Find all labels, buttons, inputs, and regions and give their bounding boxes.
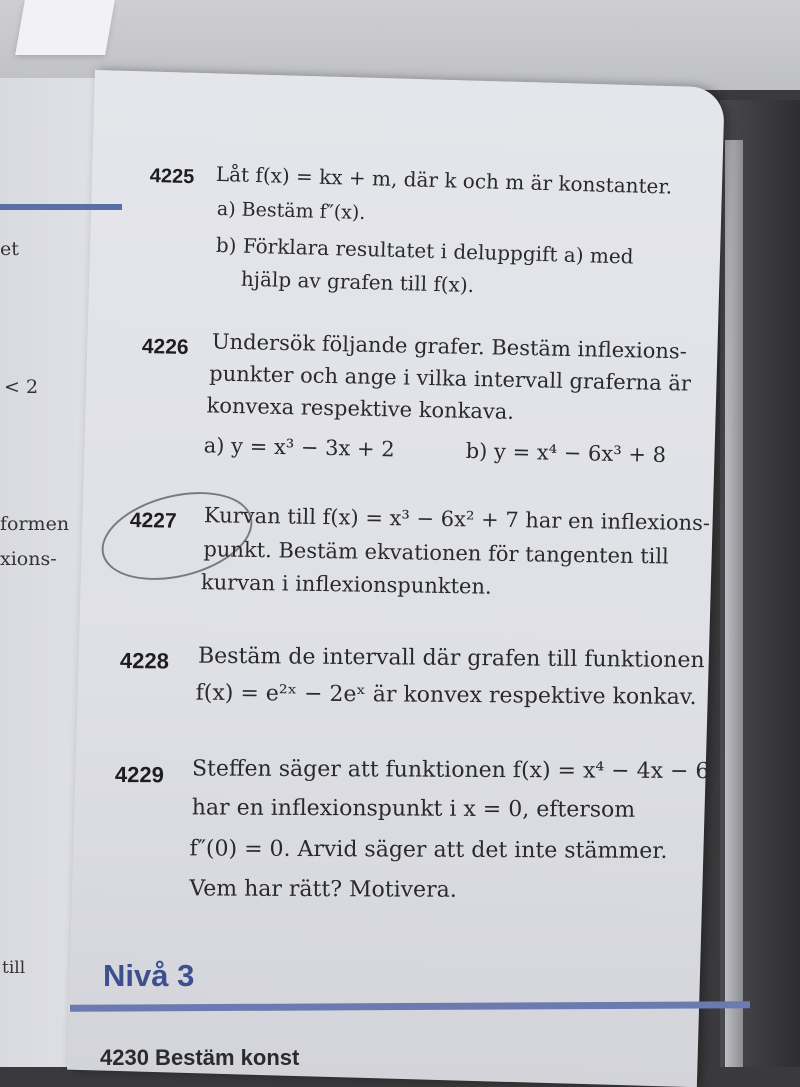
exercise-number: 4227 (129, 509, 177, 533)
next-exercise-partial: 4230 Bestäm konst (100, 1045, 300, 1070)
exercise-line: Bestäm de intervall där grafen till funktionen (197, 643, 705, 674)
left-page-rule (0, 204, 122, 210)
exercise-line: a) Bestäm f″(x). (216, 197, 366, 225)
exercise-line: konvexa respektive konkava. (206, 393, 515, 424)
margin-text-till: till (2, 958, 26, 978)
exercise-line: f″(0) = 0. Arvid säger att det inte stämmer. (189, 836, 668, 864)
section-heading: Nivå 3 (103, 958, 195, 993)
exercise-line: Låt f(x) = kx + m, där k och m är konstanter. (215, 161, 673, 199)
exercise-number: 4225 (149, 165, 195, 189)
exercise-number: 4229 (114, 762, 164, 788)
margin-text-et: et (0, 238, 19, 260)
exercise-line: b) Förklara resultatet i deluppgift a) med (215, 232, 634, 269)
exercise-number: 4228 (119, 648, 170, 674)
page-stack-edge (725, 140, 743, 1067)
exercise-line: f(x) = e²ˣ − 2eˣ är konvex respektive konkav. (195, 680, 697, 711)
exercise-line: punkter och ange i vilka intervall graferna är (209, 361, 692, 396)
exercise-line: har en inflexionspunkt i x = 0, eftersom (191, 795, 636, 823)
exercise-line: Kurvan till f(x) = x³ − 6x² + 7 har en inflexions- (203, 503, 711, 536)
margin-text-xions: xions- (0, 548, 57, 570)
margin-text-lt2: < 2 (4, 376, 39, 398)
exercise-line: Undersök följande grafer. Bestäm inflexions- (211, 329, 688, 364)
exercise-line: kurvan i inflexionspunkten. (200, 570, 492, 599)
exercise-line: punkt. Bestäm ekvationen för tangenten till (203, 537, 669, 569)
exercise-line: Vem har rätt? Motivera. (189, 876, 457, 903)
exercise-line: Steffen säger att funktionen f(x) = x⁴ − 4x − 6 (191, 756, 710, 785)
exercise-line: a) y = x³ − 3x + 2 (203, 433, 395, 462)
exercise-line: b) y = x⁴ − 6x³ + 8 (465, 438, 667, 468)
exercise-line: hjälp av grafen till f(x). (240, 266, 475, 298)
exercise-number: 4226 (141, 335, 189, 360)
tissue-paper (15, 0, 115, 55)
margin-text-formen: formen (0, 513, 70, 535)
